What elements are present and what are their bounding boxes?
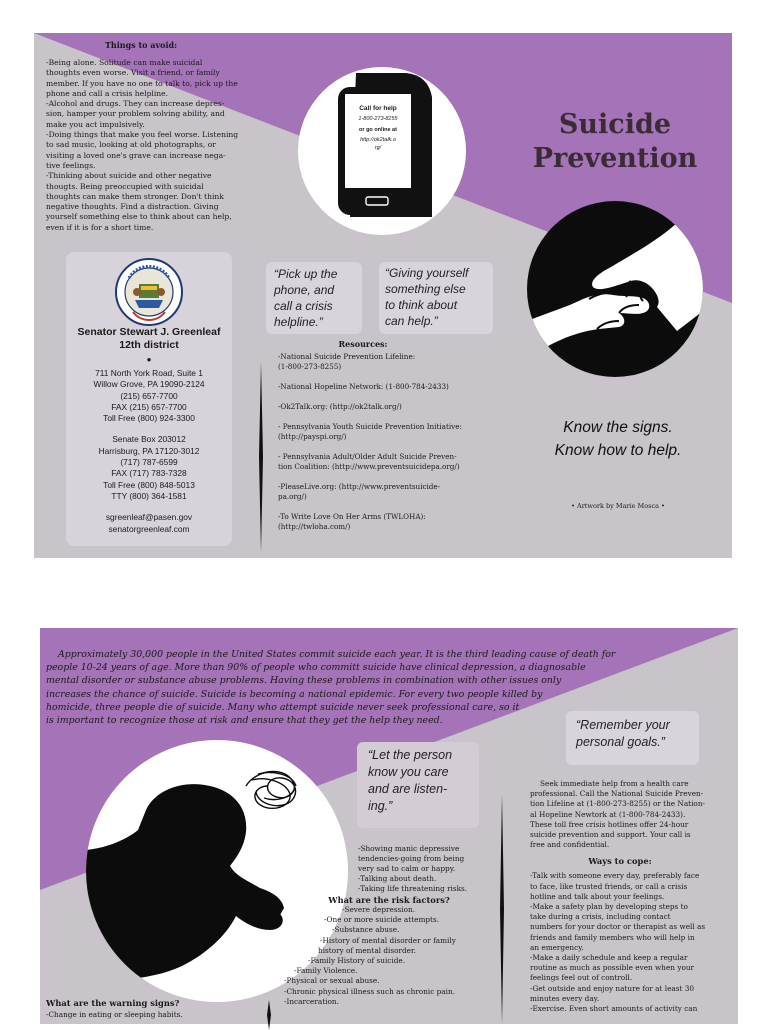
text-line: phone and call a crisis helpline. [46, 88, 169, 98]
resource-line: -Ok2Talk.org: (http://ok2talk.org/) [278, 402, 402, 411]
text-line: history of mental disorder. [318, 945, 416, 955]
text-line: thoughts even worse. Visit a friend, or family [46, 68, 220, 78]
text-line: professional. Call the National Suicide Preven- [530, 789, 704, 799]
quote-line: “Pick up the [274, 267, 338, 281]
text-line: FAX (215) 657-7700 [111, 401, 187, 412]
resource-line: -PleaseLive.org: (http://www.preventsuicide- [278, 482, 441, 491]
text-line: Toll Free (800) 924-3300 [103, 413, 195, 424]
text-line: suicide prevention and support. Your call is [530, 830, 691, 840]
text-line: -Substance abuse. [332, 925, 400, 935]
pennsylvania-seal-icon [115, 258, 183, 326]
text-line: routine as much as possible even when your [530, 963, 695, 973]
text-line: yourself something else to think about can help, [46, 212, 232, 222]
quote-line: phone, and [274, 283, 335, 297]
quote-giving-yourself [379, 262, 493, 334]
bullet-separator: ● [146, 355, 152, 364]
text-line: -Talking about death. [358, 874, 437, 883]
column-divider-inside-2 [266, 1000, 272, 1030]
resources-title: Resources: [338, 339, 388, 349]
text-line: homicide, three people die of suicide. Many who attempt suicide never seek professional care, so it [46, 701, 520, 713]
text-line: Approximately 30,000 people in the United States commit suicide each year. It is the third leading cause of death for [58, 649, 616, 660]
resource-entry [278, 382, 498, 392]
resource-entry [278, 512, 498, 532]
column-divider [258, 362, 264, 552]
text-line: visiting a loved one's grave can increase nega- [46, 150, 226, 160]
text-line: -Showing manic depressive [358, 844, 460, 853]
text-line: -Make a daily schedule and keep a regular [530, 953, 688, 963]
capitol-office-address [66, 434, 232, 502]
risk-factors-section [284, 895, 504, 1007]
phone-screen-text [344, 103, 412, 152]
text-line: -Get outside and enjoy nature for at least 30 [530, 983, 695, 993]
text-line: senatorgreenleaf.com [108, 523, 190, 534]
text-line: an emergency. [530, 942, 584, 952]
title-line-1: Suicide [558, 109, 672, 140]
text-line: make you act impulsively. [46, 119, 145, 129]
text-line: TTY (800) 364-1581 [111, 490, 187, 501]
text-line: very sad to calm or happy. [358, 864, 456, 873]
text-line: -Being alone. Solitude can make suicidal [46, 58, 203, 67]
seek-help-section [530, 779, 720, 1014]
crisis-number: 1-800-273-8255 [358, 116, 398, 122]
quote-line: personal goals.” [576, 735, 665, 749]
resources-list [278, 352, 498, 532]
text-line: -Doing things that make you feel worse. Listening [46, 130, 239, 140]
text-line: -Taking life threatening risks. [358, 884, 468, 893]
quote-line: something else [385, 282, 466, 296]
tagline [518, 416, 718, 462]
url-line-2: rg/ [374, 145, 382, 151]
text-line: -Alcohol and drugs. They can increase depres- [46, 99, 225, 109]
resource-entry [278, 452, 498, 472]
text-line: mental disorder or substance abuse problems. Having these problems in combination with other issues only [46, 675, 562, 687]
text-line: take during a crisis, including contact [530, 912, 671, 922]
url-line-1: http://ok2talk.o [360, 137, 396, 143]
text-line: -Thinking about suicide and other negative [46, 171, 212, 181]
text-line: thougts. Being preoccupied with suicidal [46, 181, 204, 191]
go-online-label: or go online at [359, 127, 397, 133]
text-line: free and confidential. [530, 840, 610, 850]
resource-line: - Pennsylvania Adult/Older Adult Suicide Preven- [278, 452, 457, 461]
quote-line: ing.” [368, 799, 393, 813]
text-line: FAX (717) 783-7328 [111, 468, 187, 479]
text-line: thoughts can make them stronger. Don't think [46, 191, 224, 201]
text-line: sion, hamper your problem solving ability, and [46, 109, 225, 119]
text-line: tive feelings. [46, 160, 96, 170]
text-line: -Exercise. Even short amounts of activity can [530, 1004, 698, 1014]
things-to-avoid-text [46, 58, 256, 233]
text-line: These toll free crisis hotlines offer 24-hour [530, 819, 689, 829]
text-line: Toll Free (800) 848-5013 [103, 479, 195, 490]
column-divider-inside [499, 794, 505, 1024]
call-for-help-label: Call for help [359, 105, 397, 112]
text-line: -Make a safety plan by developing steps to [530, 902, 688, 912]
text-line: sgreenleaf@pasen.gov [105, 512, 193, 523]
resource-entry [278, 422, 498, 442]
resource-line: (1-800-273-8255) [278, 362, 342, 371]
warning-signs-first: -Change in eating or sleeping habits. [46, 1010, 183, 1019]
text-line: Willow Grove, PA 19090-2124 [93, 379, 205, 390]
text-line: (215) 657-7700 [120, 390, 178, 401]
resource-entry [278, 352, 498, 372]
quote-line: helpline.” [274, 315, 323, 329]
resource-line: (http://twloha.com/) [278, 522, 351, 531]
quote-line: and are listen- [368, 782, 448, 796]
senator-name: Senator Stewart J. Greenleaf [77, 326, 221, 338]
text-line: -Talk with someone every day, preferably face [530, 871, 700, 881]
text-line: -Physical or sexual abuse. [284, 976, 380, 986]
quote-line: “Giving yourself [385, 266, 469, 280]
phone-illustration [298, 67, 466, 235]
resource-line: -National Hopeline Network: (1-800-784-2433) [278, 382, 449, 391]
text-line: tendencies-going from being [358, 854, 465, 863]
text-line: minutes every day. [530, 993, 600, 1003]
text-line: -One or more suicide attempts. [324, 915, 440, 925]
text-line: is important to recognize those at risk and ensure that they get the help they need. [46, 715, 443, 727]
quote-line: call a crisis [274, 299, 333, 313]
text-line: numbers for your doctor or therapist as well as [530, 922, 706, 932]
text-line: people 10-24 years of age. More than 90% of people who committ suicide have clinical depression, a diagnosable [46, 662, 586, 674]
resources-section [278, 339, 498, 542]
risk-factors-list [284, 905, 504, 1007]
resource-line: pa.org/) [278, 492, 307, 501]
text-line: (717) 787-6599 [120, 457, 178, 468]
text-line: to sad music, looking at old photographs, or [46, 140, 216, 150]
title-line-2: Prevention [532, 143, 698, 174]
resource-line: (http://payspi.org/) [278, 432, 347, 441]
hands-illustration [527, 201, 703, 377]
text-line: increases the chance of suicide. Suicide is becoming a national epidemic. For every two people killed by [46, 688, 543, 700]
text-line: negative thoughts. Find a distraction. Giving [46, 202, 219, 212]
senator-district: 12th district [119, 339, 179, 351]
quote-line: can help.” [385, 314, 438, 328]
district-office-address [66, 368, 232, 424]
quote-remember-goals [566, 711, 699, 765]
quote-line: to think about [385, 298, 458, 312]
quote-let-the-person-know [357, 742, 479, 828]
warning-signs-continued [358, 844, 508, 894]
warning-signs-title: What are the warning signs? [46, 998, 180, 1008]
resource-line: -National Suicide Prevention Lifeline: [278, 352, 416, 361]
text-line: -History of mental disorder or family [320, 935, 456, 945]
quote-pick-up-phone [266, 262, 362, 334]
text-line: -Chronic physical illness such as chronic pain. [284, 986, 456, 996]
brochure-title [515, 108, 715, 176]
text-line: Senate Box 203012 [112, 434, 186, 445]
text-line: friends and family members who will help in [530, 932, 695, 942]
text-line: tion Lifeline at (1-800-273-8255) or the Nation- [530, 799, 705, 809]
text-line: feelings feel out of controll. [530, 973, 633, 983]
resource-line: tion Coalition: (http://www.preventsuicidepa.org/) [278, 462, 460, 471]
resource-line: -To Write Love On Her Arms (TWLOHA): [278, 512, 426, 521]
warning-signs-section [46, 998, 266, 1020]
things-to-avoid-title: Things to avoid: [104, 40, 178, 50]
text-line: -Incarceration. [284, 996, 339, 1006]
text-line: -Family Violence. [294, 966, 358, 976]
things-to-avoid-section [46, 40, 256, 233]
resource-entry [278, 482, 498, 502]
text-line: even if it is for a short time. [46, 222, 154, 232]
text-line: hotline and talk about your feelings. [530, 891, 665, 901]
artwork-credit: • Artwork by Marie Mosca • [571, 502, 665, 510]
quote-line: “Let the person [368, 748, 453, 762]
text-line: member. If you have no one to talk to, pick up the [46, 78, 238, 88]
text-line: Harrisburg, PA 17120-3012 [98, 445, 200, 456]
text-line: Seek immediate help from a health care [540, 779, 689, 788]
quote-line: know you care [368, 765, 449, 779]
ways-to-cope-list [530, 871, 720, 1014]
quote-line: “Remember your [576, 718, 670, 732]
text-line: -Family History of suicide. [308, 956, 406, 966]
seek-help-text [530, 779, 720, 850]
senator-contact-links [66, 512, 232, 535]
resource-line: - Pennsylvania Youth Suicide Prevention Initiative: [278, 422, 462, 431]
text-line: -Severe depression. [342, 905, 416, 914]
tagline-line-1: Know the signs. [563, 419, 673, 436]
senator-contact-card [66, 252, 232, 546]
risk-factors-title: What are the risk factors? [328, 895, 450, 905]
text-line: al Hopeline Newtork at (1-800-784-2433). [530, 809, 686, 819]
ways-to-cope-title: Ways to cope: [588, 856, 652, 867]
resource-entry [278, 402, 498, 412]
tagline-line-2: Know how to help. [554, 442, 682, 459]
text-line: 711 North York Road, Suite 1 [95, 368, 203, 378]
text-line: to face, like trusted friends, or call a crisis [530, 881, 688, 891]
